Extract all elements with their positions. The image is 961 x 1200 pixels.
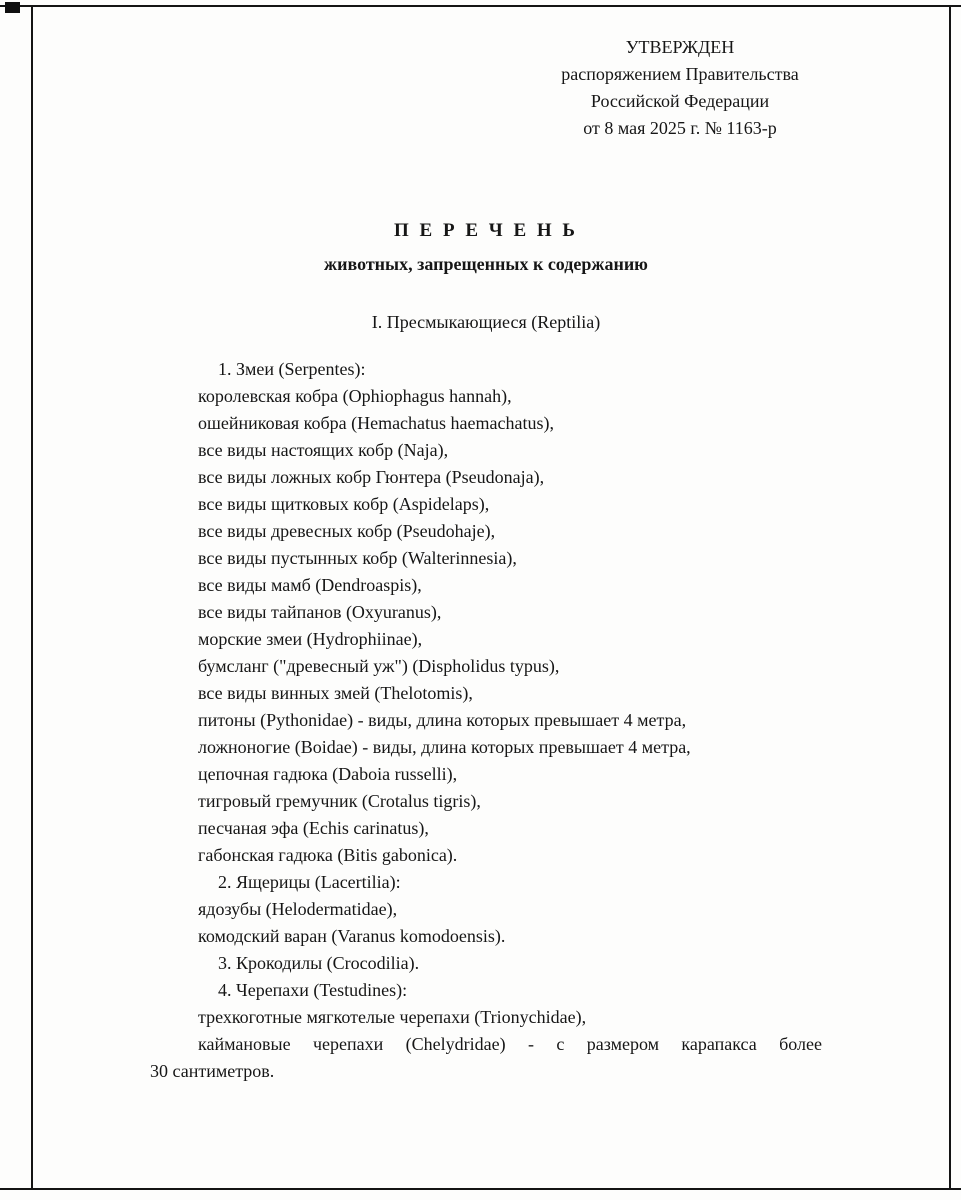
section-heading: I. Пресмыкающиеся (Reptilia) bbox=[371, 312, 601, 332]
list-line: все виды винных змей (Thelotomis), bbox=[198, 683, 473, 703]
list-line: габонская гадюка (Bitis gabonica). bbox=[198, 845, 458, 865]
approval-line: распоряжением Правительства bbox=[561, 64, 799, 84]
list-line: все виды пустынных кобр (Walterinnesia), bbox=[198, 548, 517, 568]
list-line: все виды древесных кобр (Pseudohaje), bbox=[198, 521, 496, 541]
list-line: 1. Змеи (Serpentes): bbox=[218, 359, 366, 379]
list-line: 4. Черепахи (Testudines): bbox=[218, 980, 408, 1000]
list-line: морские змеи (Hydrophiinae), bbox=[198, 629, 423, 649]
list-line: цепочная гадюка (Daboia russelli), bbox=[198, 764, 458, 784]
list-line: все виды мамб (Dendroaspis), bbox=[198, 575, 422, 595]
scan-frame-bottom bbox=[0, 1188, 961, 1190]
list-line: 3. Крокодилы (Crocodilia). bbox=[218, 953, 420, 973]
list-line: комодский варан (Varanus komodoensis). bbox=[198, 926, 506, 946]
list-line: королевская кобра (Ophiophagus hannah), bbox=[198, 386, 512, 406]
list-line: все виды щитковых кобр (Aspidelaps), bbox=[198, 494, 490, 514]
list-line: 30 сантиметров. bbox=[150, 1061, 275, 1081]
scan-frame-left bbox=[31, 5, 33, 1190]
scan-frame-right bbox=[949, 5, 951, 1190]
approval-line: Российской Федерации bbox=[590, 91, 770, 111]
list-line: песчаная эфа (Echis carinatus), bbox=[198, 818, 429, 838]
list-line: все виды настоящих кобр (Naja), bbox=[198, 440, 449, 460]
list-line: ошейниковая кобра (Hemachatus haemachatus), bbox=[198, 413, 554, 433]
list-line: ядозубы (Helodermatidae), bbox=[198, 899, 398, 919]
list-line: бумсланг ("древесный уж") (Dispholidus typus), bbox=[198, 656, 560, 676]
scan-corner-artifact bbox=[5, 2, 20, 13]
document-subtitle: животных, запрещенных к содержанию bbox=[324, 254, 648, 274]
document-body bbox=[150, 356, 822, 1085]
list-line: все виды тайпанов (Oxyuranus), bbox=[198, 602, 442, 622]
list-line: трехкоготные мягкотелые черепахи (Trionychidae), bbox=[198, 1007, 587, 1027]
list-line: питоны (Pythonidae) - виды, длина которых превышает 4 метра, bbox=[198, 710, 687, 730]
list-line: тигровый гремучник (Crotalus tigris), bbox=[198, 791, 481, 811]
list-line: каймановые черепахи (Chelydridae) - с размером карапакса более bbox=[198, 1034, 822, 1054]
list-line: ложноногие (Boidae) - виды, длина которых превышает 4 метра, bbox=[198, 737, 691, 757]
approval-line: от 8 мая 2025 г. № 1163-р bbox=[583, 118, 777, 138]
document-title: П Е Р Е Ч Е Н Ь bbox=[394, 220, 578, 241]
list-line: 2. Ящерицы (Lacertilia): bbox=[218, 872, 401, 892]
scan-frame-top bbox=[0, 5, 961, 7]
list-line: все виды ложных кобр Гюнтера (Pseudonaja), bbox=[198, 467, 545, 487]
approval-block bbox=[505, 34, 855, 142]
approval-line: УТВЕРЖДЕН bbox=[625, 37, 735, 57]
